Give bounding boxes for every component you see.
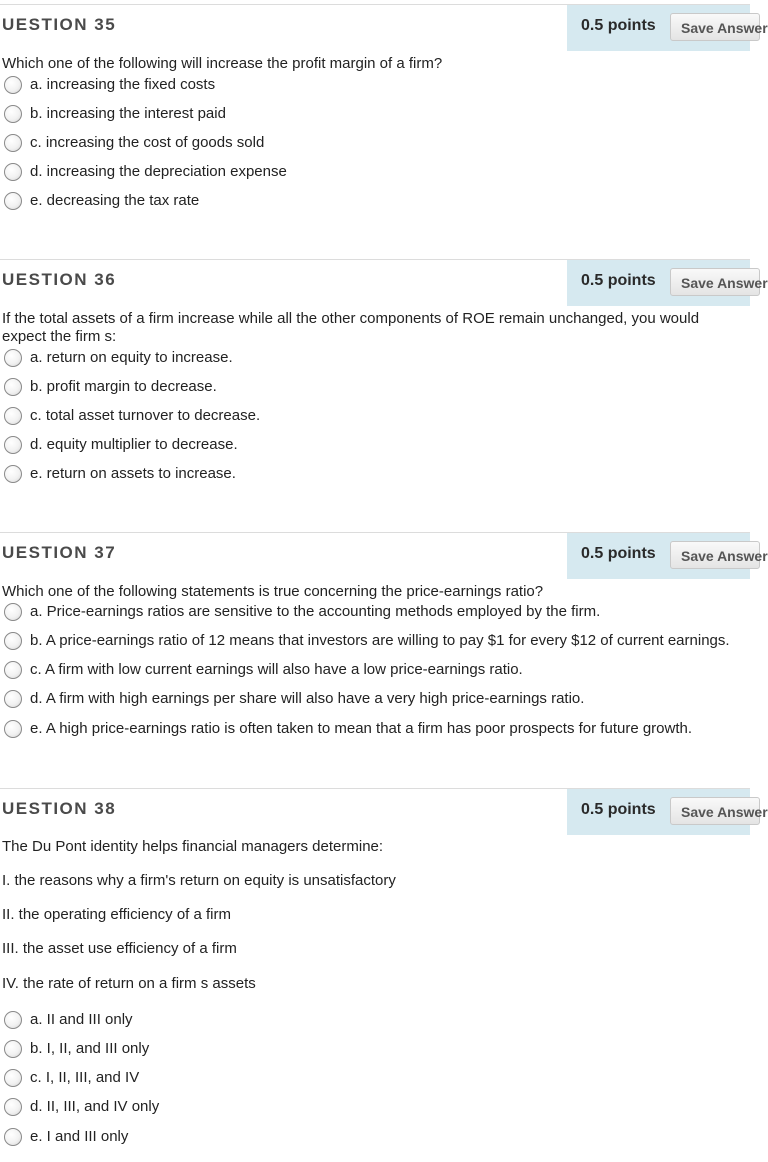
save-answer-button[interactable]: Save Answer xyxy=(670,797,760,825)
option-label: b. A price-earnings ratio of 12 means that investors are willing to pay $1 for every $12 of current earnings. xyxy=(30,632,730,649)
statement-item: IV. the rate of return on a firm s assets xyxy=(2,975,256,992)
radio-button[interactable] xyxy=(4,603,22,621)
question-text: If the total assets of a firm increase while all the other components of ROE remain unchanged, you would expect the firm s: xyxy=(2,310,700,345)
radio-button[interactable] xyxy=(4,1069,22,1087)
save-answer-button[interactable]: Save Answer xyxy=(670,268,760,296)
option-label: e. return on assets to increase. xyxy=(30,465,236,482)
option-label: b. I, II, and III only xyxy=(30,1040,150,1057)
radio-button[interactable] xyxy=(4,134,22,152)
radio-button[interactable] xyxy=(4,349,22,367)
radio-button[interactable] xyxy=(4,1040,22,1058)
points-label: 0.5 points xyxy=(581,801,656,818)
option-label: a. II and III only xyxy=(30,1011,133,1028)
points-box xyxy=(567,789,768,835)
option-label: c. increasing the cost of goods sold xyxy=(30,134,265,151)
radio-button[interactable] xyxy=(4,661,22,679)
points-box xyxy=(567,5,768,51)
option-label: e. A high price-earnings ratio is often taken to mean that a firm has poor prospects for future growth. xyxy=(30,720,693,737)
radio-button[interactable] xyxy=(4,105,22,123)
option-label: c. I, II, III, and IV xyxy=(30,1069,140,1086)
radio-button[interactable] xyxy=(4,192,22,210)
save-answer-button[interactable]: Save Answer xyxy=(670,13,760,41)
radio-button[interactable] xyxy=(4,690,22,708)
points-box xyxy=(567,533,768,579)
option-label: c. A firm with low current earnings will also have a low price-earnings ratio. xyxy=(30,661,523,678)
statement-item: II. the operating efficiency of a firm xyxy=(2,906,232,923)
question-text: Which one of the following statements is true concerning the price-earnings ratio? xyxy=(2,583,544,600)
option-label: b. increasing the interest paid xyxy=(30,105,226,122)
radio-button[interactable] xyxy=(4,1011,22,1029)
points-label: 0.5 points xyxy=(581,272,656,289)
question-text: Which one of the following will increase the profit margin of a firm? xyxy=(2,55,443,72)
points-label: 0.5 points xyxy=(581,545,656,562)
question-header xyxy=(0,259,768,308)
radio-button[interactable] xyxy=(4,407,22,425)
option-label: b. profit margin to decrease. xyxy=(30,378,217,395)
option-label: d. II, III, and IV only xyxy=(30,1098,160,1115)
option-label: d. A firm with high earnings per share will also have a very high price-earnings ratio. xyxy=(30,690,585,707)
option-label: e. I and III only xyxy=(30,1128,129,1145)
option-label: a. Price-earnings ratios are sensitive to the accounting methods employed by the firm. xyxy=(30,603,601,620)
question-title: UESTION 35 xyxy=(2,15,117,34)
option-label: e. decreasing the tax rate xyxy=(30,192,200,209)
radio-button[interactable] xyxy=(4,1128,22,1146)
radio-button[interactable] xyxy=(4,720,22,738)
radio-button[interactable] xyxy=(4,76,22,94)
question-title: UESTION 37 xyxy=(2,543,117,562)
question-header xyxy=(0,532,768,581)
points-label: 0.5 points xyxy=(581,17,656,34)
radio-button[interactable] xyxy=(4,436,22,454)
question-text: The Du Pont identity helps financial managers determine: xyxy=(2,838,384,855)
radio-button[interactable] xyxy=(4,163,22,181)
question-title: UESTION 36 xyxy=(2,270,117,289)
option-label: c. total asset turnover to decrease. xyxy=(30,407,261,424)
question-header xyxy=(0,4,768,53)
radio-button[interactable] xyxy=(4,465,22,483)
option-label: a. return on equity to increase. xyxy=(30,349,233,366)
radio-button[interactable] xyxy=(4,1098,22,1116)
question-title: UESTION 38 xyxy=(2,799,117,818)
option-label: d. increasing the depreciation expense xyxy=(30,163,287,180)
save-answer-button[interactable]: Save Answer xyxy=(670,541,760,569)
radio-button[interactable] xyxy=(4,378,22,396)
question-header xyxy=(0,788,768,837)
statement-item: I. the reasons why a firm's return on equity is unsatisfactory xyxy=(2,872,396,889)
option-label: a. increasing the fixed costs xyxy=(30,76,216,93)
points-box xyxy=(567,260,768,306)
option-label: d. equity multiplier to decrease. xyxy=(30,436,238,453)
option-b[interactable] xyxy=(4,632,750,656)
radio-button[interactable] xyxy=(4,632,22,650)
statement-item: III. the asset use efficiency of a firm xyxy=(2,940,237,957)
